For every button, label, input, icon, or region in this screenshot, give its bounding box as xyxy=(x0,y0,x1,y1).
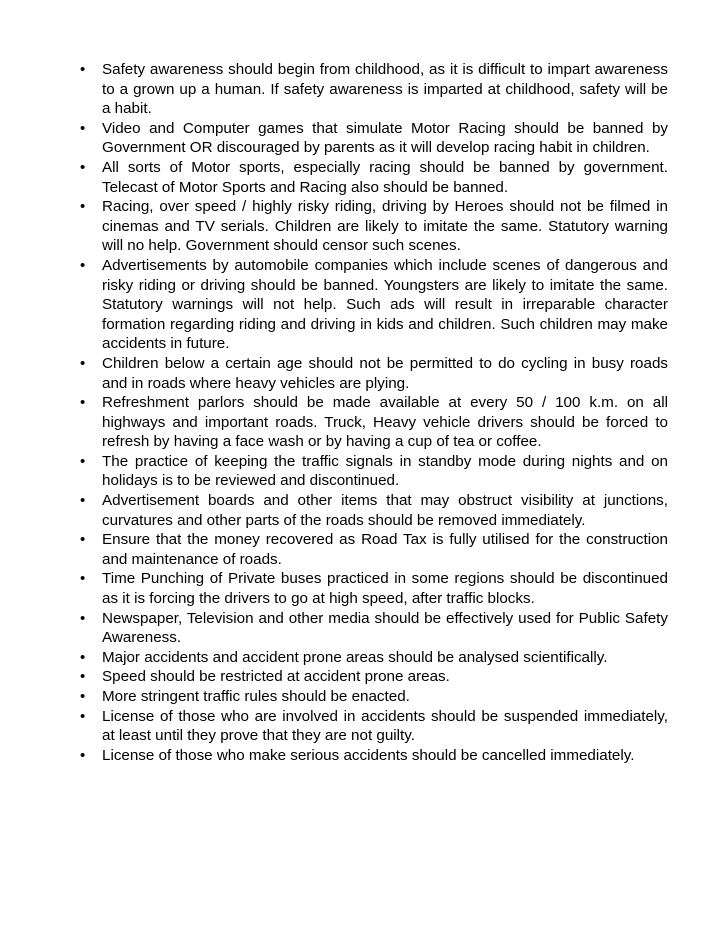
list-item xyxy=(80,569,668,608)
list-item xyxy=(80,687,668,707)
list-item-text: Video and Computer games that simulate Motor Racing should be banned by Government OR discouraged by parents as it will develop racing habit in children. xyxy=(102,119,668,157)
list-item xyxy=(80,609,668,648)
bullet-icon: • xyxy=(80,531,86,549)
list-item-text: Safety awareness should begin from childhood, as it is difficult to impart awareness to a grown up a human. If safety awareness is imparted at childhood, safety will be a habit. xyxy=(102,61,668,118)
list-item xyxy=(80,256,668,354)
document-page xyxy=(0,60,728,765)
list-item-text: Major accidents and accident prone areas should be analysed scientifically. xyxy=(102,648,608,666)
list-item xyxy=(80,707,668,746)
bullet-list xyxy=(0,60,728,765)
list-item-text: Newspaper, Television and other media should be effectively used for Public Safety Awareness. xyxy=(102,609,668,647)
bullet-icon: • xyxy=(80,452,86,470)
bullet-icon: • xyxy=(80,609,86,627)
list-item xyxy=(80,60,668,119)
list-item-text: Speed should be restricted at accident prone areas. xyxy=(102,668,450,686)
bullet-icon: • xyxy=(80,648,86,666)
list-item xyxy=(80,393,668,452)
list-item-text: Children below a certain age should not be permitted to do cycling in busy roads and in roads where heavy vehicles are plying. xyxy=(102,354,668,392)
list-item xyxy=(80,746,668,766)
bullet-icon: • xyxy=(80,394,86,412)
bullet-icon: • xyxy=(80,492,86,510)
bullet-icon: • xyxy=(80,688,86,705)
list-item xyxy=(80,491,668,530)
bullet-icon: • xyxy=(80,198,86,216)
bullet-icon: • xyxy=(80,158,86,176)
list-item-text: Racing, over speed / highly risky riding, driving by Heroes should not be filmed in cinemas and TV serials. Children are likely to imitate the same. Statutory warning will no help. Government should censor such scenes. xyxy=(102,198,668,255)
bullet-icon: • xyxy=(80,668,86,686)
bullet-icon: • xyxy=(80,746,86,764)
bullet-icon: • xyxy=(80,61,86,78)
list-item-text: Ensure that the money recovered as Road Tax is fully utilised for the construction and maintenance of roads. xyxy=(102,531,668,568)
list-item xyxy=(80,452,668,491)
list-item-text: Advertisement boards and other items that may obstruct visibility at junctions, curvatures and other parts of the roads should be removed immediately. xyxy=(102,492,668,529)
list-item xyxy=(80,119,668,158)
bullet-icon: • xyxy=(80,570,86,588)
list-item xyxy=(80,648,668,668)
bullet-icon: • xyxy=(80,354,86,372)
list-item-text: More stringent traffic rules should be enacted. xyxy=(102,688,410,705)
list-item xyxy=(80,158,668,197)
list-item-text: License of those who are involved in accidents should be suspended immediately, at least until they prove that they are not guilty. xyxy=(102,707,668,745)
list-item xyxy=(80,197,668,256)
list-item-text: Time Punching of Private buses practiced in some regions should be discontinued as it is forcing the drivers to go at high speed, after traffic blocks. xyxy=(102,570,668,608)
bullet-icon: • xyxy=(80,707,86,725)
list-item-text: All sorts of Motor sports, especially racing should be banned by government. Telecast of Motor Sports and Racing also should be banned. xyxy=(102,158,668,196)
list-item-text: Refreshment parlors should be made available at every 50 / 100 k.m. on all highways and important roads. Truck, Heavy vehicle drivers should be forced to refresh by having a face wash or by having a cup of tea or coffee. xyxy=(102,394,668,451)
list-item-text: The practice of keeping the traffic signals in standby mode during nights and on holidays is to be reviewed and discontinued. xyxy=(102,452,668,490)
bullet-icon: • xyxy=(80,256,86,274)
list-item-text: License of those who make serious accidents should be cancelled immediately. xyxy=(102,746,635,764)
list-item xyxy=(80,530,668,569)
list-item xyxy=(80,667,668,687)
list-item-text: Advertisements by automobile companies which include scenes of dangerous and risky riding or driving should be banned. Youngsters are likely to imitate the same. Statutory warnings will not help. Such ads will result in irreparable character formation regarding riding and driving in kids and children. Such children may make accidents in future. xyxy=(102,256,668,353)
list-item xyxy=(80,354,668,393)
bullet-icon: • xyxy=(80,119,86,137)
